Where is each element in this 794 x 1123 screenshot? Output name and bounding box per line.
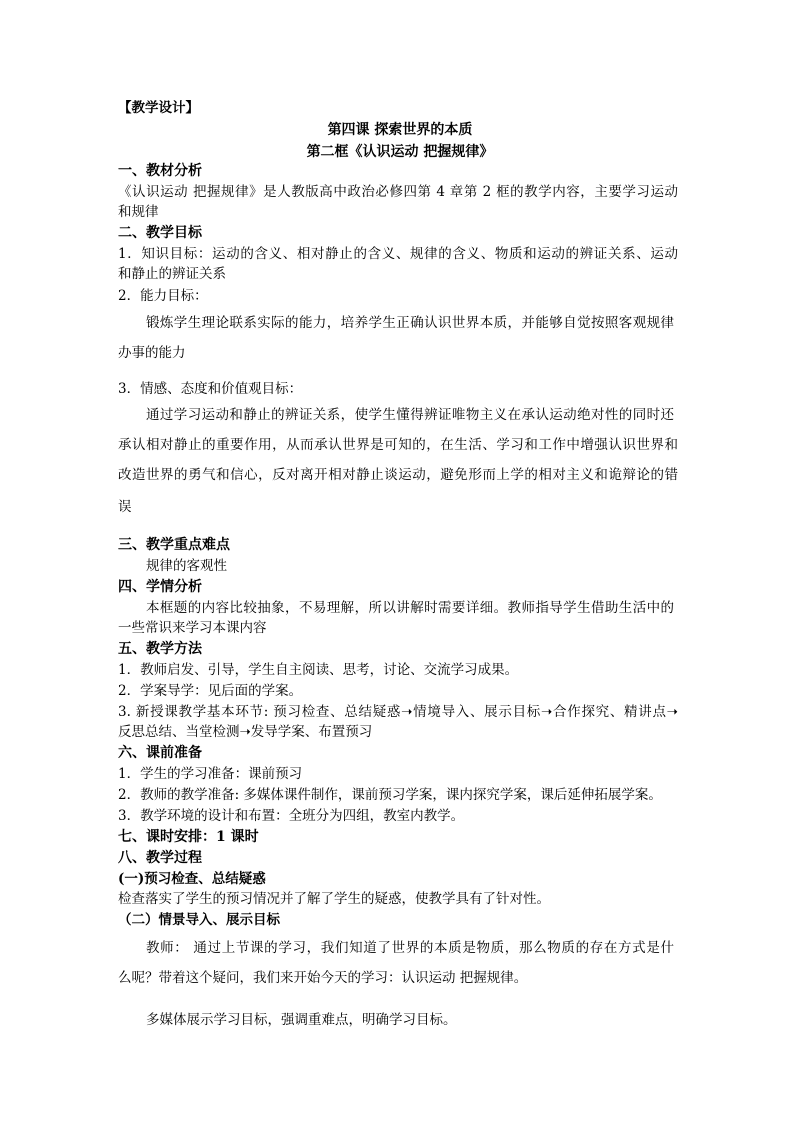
paragraph-line: 《认识运动 把握规律》是人教版高中政治必修四第 4 章第 2 框的教学内容，主要学习运动 [118,184,678,200]
heading-textbook-analysis: 一、教材分析 [118,163,202,179]
list-item: 2．学案导学：见后面的学案。 [118,683,303,699]
paragraph-line: 通过学习运动和静止的辨证关系，使学生懂得辨证唯物主义在承认运动绝对性的同时还 [146,407,674,423]
list-item: 1．学生的学习准备：课前预习 [118,766,303,782]
paragraph-line: 规律的客观性 [146,558,227,574]
list-item: 1．教师启发、引导，学生自主阅读、思考，讨论、交流学习成果。 [118,662,519,678]
doc-label: 【教学设计】 [118,100,199,116]
list-item: 3．教学环境的设计和布置：全班分为四组，教室内教学。 [118,808,465,824]
subheading-preview-check: (一)预习检查、总结疑惑 [118,871,266,887]
paragraph-line: 多媒体展示学习目标，强调重难点，明确学习目标。 [146,1012,457,1028]
heading-class-hours: 七、课时安排：1 课时 [118,829,259,845]
paragraph-line: 办事的能力 [118,345,186,361]
doc-title-lesson: 第四课 探索世界的本质 [327,122,473,138]
paragraph-line: 承认相对静止的重要作用，从而承认世界是可知的，在生活、学习和工作中增强认识世界和 [118,437,678,453]
paragraph-line: 教师： 通过上节课的学习，我们知道了世界的本质是物质，那么物质的存在方式是什 [146,940,674,956]
paragraph-line: 和规律 [118,204,159,220]
paragraph-line: 误 [118,499,132,515]
paragraph-line: 锻炼学生理论联系实际的能力，培养学生正确认识世界本质，并能够自觉按照客观规律 [146,315,674,331]
heading-teaching-process: 八、教学过程 [118,850,202,866]
paragraph-line: 反思总结、当堂检测➝发导学案、布置预习 [118,724,373,740]
paragraph-line: 1．知识目标：运动的含义、相对静止的含义、规律的含义、物质和运动的辨证关系、运动 [118,246,678,262]
paragraph-line: 一些常识来学习本课内容 [118,620,267,636]
heading-preparation: 六、课前准备 [118,745,202,761]
heading-teaching-methods: 五、教学方法 [118,641,202,657]
heading-teaching-goals: 二、教学目标 [118,225,202,241]
heading-student-analysis: 四、学情分析 [118,579,202,595]
paragraph-line: 本框题的内容比较抽象，不易理解，所以讲解时需要详细。教师指导学生借助生活中的 [146,600,674,616]
paragraph-line: 么呢？带着这个疑问，我们来开始今天的学习：认识运动 把握规律。 [118,970,528,986]
paragraph-line: 改造世界的勇气和信心，反对离开相对静止谈运动，避免形而上学的相对主义和诡辩论的错 [118,467,678,483]
doc-title-section: 第二框《认识运动 把握规律》 [306,144,494,160]
heading-key-points: 三、教学重点难点 [118,537,230,553]
subheading-ability-goal: 2．能力目标： [118,288,208,304]
list-item: 3. 新授课教学基本环节: 预习检查、总结疑惑➝情境导入、展示目标➝合作探究、精讲点➝ [118,704,678,720]
subheading-scene-intro: （二）情景导入、展示目标 [118,912,280,928]
list-item: 2．教师的教学准备: 多媒体课件制作，课前预习学案，课内探究学案，课后延伸拓展学案。 [118,787,662,803]
paragraph-line: 和静止的辨证关系 [118,266,226,282]
paragraph-line: 检查落实了学生的预习情况并了解了学生的疑惑，使教学具有了针对性。 [118,891,550,907]
subheading-emotion-goal: 3．情感、态度和价值观目标： [118,381,303,397]
